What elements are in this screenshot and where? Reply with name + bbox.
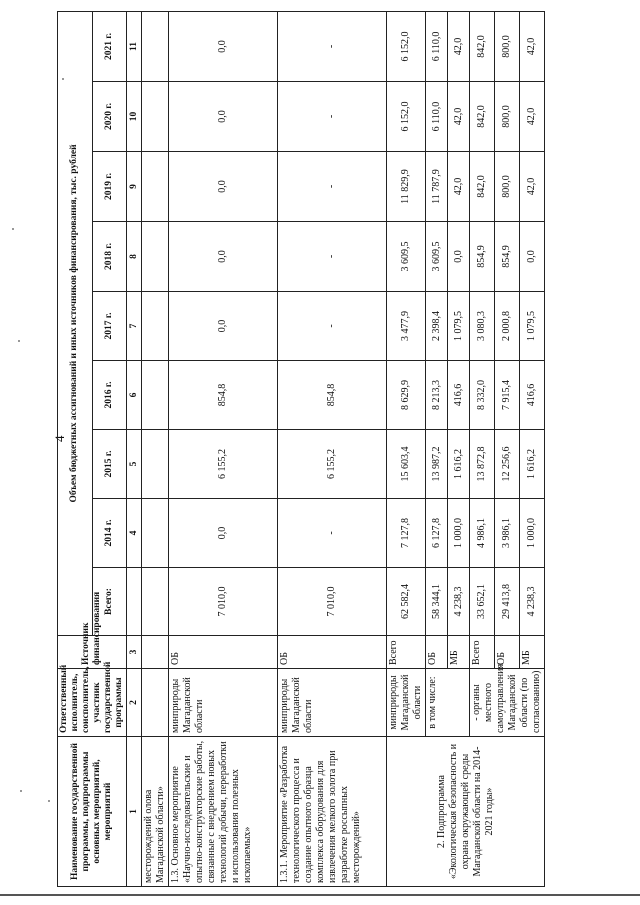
column-number: 2 bbox=[127, 669, 142, 737]
row-source: МБ bbox=[520, 636, 545, 669]
cell-value: 1 616,2 bbox=[448, 430, 470, 499]
cell-value: 3 477,9 bbox=[387, 292, 426, 361]
cell-value: 42,0 bbox=[448, 152, 470, 222]
cell-value: 13 987,2 bbox=[426, 430, 448, 499]
header-total: Всего: bbox=[92, 568, 127, 636]
cell-value: 7 127,8 bbox=[387, 499, 426, 568]
header-year: 2020 г. bbox=[92, 82, 127, 152]
cell-value: 4 986,1 bbox=[470, 499, 495, 568]
row-source: ОБ bbox=[278, 636, 387, 669]
column-number: 9 bbox=[127, 152, 142, 222]
row-total: 58 344,1 bbox=[426, 568, 448, 636]
row-source: Всего bbox=[387, 636, 426, 669]
column-number: 7 bbox=[127, 292, 142, 361]
funding-table bbox=[57, 11, 545, 887]
cell-value: - bbox=[278, 499, 387, 568]
cell-value: 6 155,2 bbox=[278, 430, 387, 499]
cell-value: 1 616,2 bbox=[520, 430, 545, 499]
row-executor: минприроды Магаданской области bbox=[278, 669, 387, 737]
cell-value: 13 872,8 bbox=[470, 430, 495, 499]
row-total: 4 238,3 bbox=[520, 568, 545, 636]
scan-speck bbox=[48, 800, 50, 802]
cell-value: 6 152,0 bbox=[387, 11, 426, 81]
cell-value: 1 079,5 bbox=[448, 292, 470, 361]
cell-value: 854,9 bbox=[495, 222, 520, 292]
cell-value: 42,0 bbox=[448, 11, 470, 81]
row-total: 4 238,3 bbox=[448, 568, 470, 636]
rotated-page-content bbox=[57, 12, 621, 887]
header-year: 2019 г. bbox=[92, 152, 127, 222]
header-row bbox=[58, 11, 93, 886]
row-source bbox=[142, 636, 169, 669]
cell-value: 8 629,9 bbox=[387, 361, 426, 430]
row-executor: минприроды Магаданской области bbox=[169, 669, 278, 737]
row-source: ОБ bbox=[495, 636, 520, 669]
column-number: 8 bbox=[127, 222, 142, 292]
cell-value: 842,0 bbox=[470, 82, 495, 152]
cell-value: 800,0 bbox=[495, 82, 520, 152]
header-year: 2017 г. bbox=[92, 292, 127, 361]
cell-value: 0,0 bbox=[520, 222, 545, 292]
column-number: 6 bbox=[127, 361, 142, 430]
cell-value: 1 000,0 bbox=[448, 499, 470, 568]
cell-value: - bbox=[278, 222, 387, 292]
row-executor-note: в том числе: bbox=[426, 669, 470, 737]
row-total: 7 010,0 bbox=[278, 568, 387, 636]
cell-value: - bbox=[278, 152, 387, 222]
row-source: Всего bbox=[470, 636, 495, 669]
cell-value: 6 110,0 bbox=[426, 11, 448, 81]
cell-value: 11 787,9 bbox=[426, 152, 448, 222]
cell-value: 0,0 bbox=[169, 499, 278, 568]
cell-value: 1 000,0 bbox=[520, 499, 545, 568]
row-total bbox=[142, 568, 169, 636]
scan-speck bbox=[18, 340, 20, 342]
cell-value: 8 213,3 bbox=[426, 361, 448, 430]
scan-edge-line bbox=[0, 894, 640, 896]
cell-value: 1 079,5 bbox=[520, 292, 545, 361]
row-executor bbox=[142, 669, 169, 737]
cell-value: 842,0 bbox=[470, 152, 495, 222]
cell-value: 3 609,5 bbox=[426, 222, 448, 292]
header-year: 2021 г. bbox=[92, 11, 127, 81]
cell-value: 3 609,5 bbox=[387, 222, 426, 292]
header-source: Источник финансирования bbox=[58, 636, 127, 669]
row-name: месторождений олова Магаданской области» bbox=[142, 737, 169, 887]
cell-value: - bbox=[278, 11, 387, 81]
cell-value: 6 155,2 bbox=[169, 430, 278, 499]
cell-value: 6 110,0 bbox=[426, 82, 448, 152]
cell-value: 7 915,4 bbox=[495, 361, 520, 430]
row-total: 29 413,8 bbox=[495, 568, 520, 636]
row-executor: минприроды Магаданской области bbox=[387, 669, 426, 737]
header-year: 2016 г. bbox=[92, 361, 127, 430]
page-number: 4 bbox=[52, 435, 67, 442]
header-year: 2014 г. bbox=[92, 499, 127, 568]
header-name: Наименование государственной программы, подпрограммы основных мероприятий, мероприятий bbox=[58, 737, 127, 887]
cell-value: 854,8 bbox=[278, 361, 387, 430]
cell-value: 8 332,0 bbox=[470, 361, 495, 430]
row-name: 1.3.1. Мероприятие «Разработка технологического процесса и создание опытного образца комплекса оборудования для извлечения мелкого золота при разработке россыпных месторождений» bbox=[278, 737, 387, 887]
column-number: 11 bbox=[127, 11, 142, 81]
header-executor: Ответственный исполнитель, соисполнитель, участник государственной программы bbox=[58, 669, 127, 737]
cell-value: 42,0 bbox=[520, 11, 545, 81]
column-number: 5 bbox=[127, 430, 142, 499]
cell-value: 0,0 bbox=[169, 292, 278, 361]
row-total: 7 010,0 bbox=[169, 568, 278, 636]
row-source: ОБ bbox=[169, 636, 278, 669]
cell-value: 0,0 bbox=[169, 82, 278, 152]
cell-value: 0,0 bbox=[169, 152, 278, 222]
cell-value: 854,8 bbox=[169, 361, 278, 430]
cell-value: 3 080,3 bbox=[470, 292, 495, 361]
cell-value: 6 127,8 bbox=[426, 499, 448, 568]
cell-value: 0,0 bbox=[169, 11, 278, 81]
scan-speck bbox=[12, 228, 14, 230]
row-source: МБ bbox=[448, 636, 470, 669]
table-row bbox=[169, 11, 278, 886]
row-name: 1.3. Основное мероприятие «Научно-исследовательские и опытно-конструкторские работы, связанные с внедрением новых технологий добычи, переработки и использования полезных ископаемых» bbox=[169, 737, 278, 887]
cell-value: 800,0 bbox=[495, 152, 520, 222]
row-total: 33 652,1 bbox=[470, 568, 495, 636]
cell-value: 6 152,0 bbox=[387, 82, 426, 152]
scan-speck bbox=[20, 790, 22, 792]
cell-value: 854,9 bbox=[470, 222, 495, 292]
cell-value: - bbox=[278, 82, 387, 152]
table-row bbox=[387, 11, 426, 886]
column-number: 4 bbox=[127, 499, 142, 568]
cell-value: 42,0 bbox=[520, 152, 545, 222]
cell-value: 800,0 bbox=[495, 11, 520, 81]
cell-value: 416,6 bbox=[520, 361, 545, 430]
cell-value: 15 603,4 bbox=[387, 430, 426, 499]
row-total: 62 582,4 bbox=[387, 568, 426, 636]
row-name: 2. Подпрограмма «Экологическая безопасность и охрана окружающей среды Магаданской области на 2014-2021 годы» bbox=[387, 737, 545, 887]
column-number: 10 bbox=[127, 82, 142, 152]
column-number: 1 bbox=[127, 737, 142, 887]
row-source: ОБ bbox=[426, 636, 448, 669]
cell-value: 12 256,6 bbox=[495, 430, 520, 499]
cell-value: 416,6 bbox=[448, 361, 470, 430]
table-row bbox=[278, 11, 387, 886]
cell-value: 42,0 bbox=[520, 82, 545, 152]
column-number: 3 bbox=[127, 636, 142, 669]
column-number-row bbox=[127, 11, 142, 886]
cell-value: 2 398,4 bbox=[426, 292, 448, 361]
cell-value: 0,0 bbox=[448, 222, 470, 292]
cell-value: - bbox=[278, 292, 387, 361]
table-row bbox=[142, 11, 169, 886]
cell-value: 42,0 bbox=[448, 82, 470, 152]
cell-value: 0,0 bbox=[169, 222, 278, 292]
cell-value: 11 829,9 bbox=[387, 152, 426, 222]
cell-value: 3 986,1 bbox=[495, 499, 520, 568]
cell-value: 842,0 bbox=[470, 11, 495, 81]
header-year: 2015 г. bbox=[92, 430, 127, 499]
header-year: 2018 г. bbox=[92, 222, 127, 292]
row-executor-municipal: - органы местного самоуправления Магаданской области (по согласованию) bbox=[470, 669, 545, 737]
header-volume: Объем бюджетных ассигнований и иных источников финансирования, тыс. рублей bbox=[58, 11, 93, 635]
cell-value: 2 000,8 bbox=[495, 292, 520, 361]
